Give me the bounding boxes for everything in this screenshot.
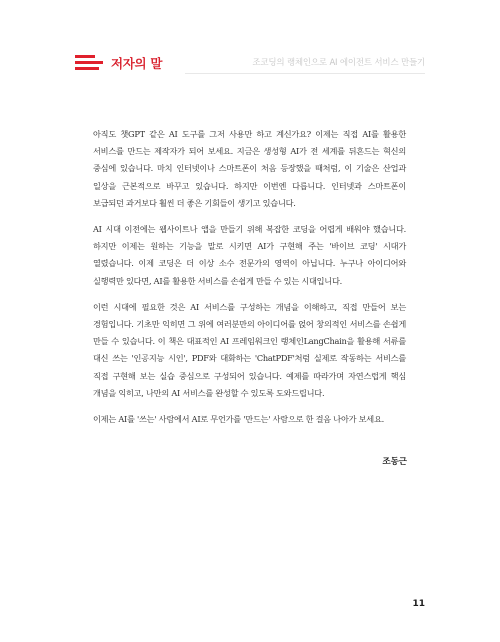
paragraph: AI 시대 이전에는 웹사이트나 앱을 만들기 위해 복잡한 코딩을 어렵게 배워야 했습니다. 하지만 이제는 원하는 기능을 말로 시키면 AI가 구현해 주는 '바이브 코딩' 시대가 열렸습니다. 이제 코딩은 더 이상 소수 전문가의 영역이 아닙니다. 누구나 아이디어와 실행력만 있다면, AI를 활용한 서비스를 손쉽게 만들 수 있는 시대입니다.	[93, 224, 406, 286]
author-signature: 조동근	[382, 457, 407, 467]
paragraph: 이런 시대에 필요한 것은 AI 서비스를 구성하는 개념을 이해하고, 직접 만들어 보는 경험입니다. 기초만 익히면 그 위에 여러분만의 아이디어를 얹어 창의적인 서비스를 손쉽게 만들 수 있습니다. 이 책은 대표적인 AI 프레임워크인 랭체인LangChain을 활용해 서류를 대신 쓰는 '인공지능 시인', PDF와 대화하는 'ChatPDF'처럼 실제로 작동하는 서비스를 직접 구현해 보는 실습 중심으로 구성되어 있습니다. 예제를 따라가며 자연스럽게 핵심 개념을 익히고, 나만의 AI 서비스를 완성할 수 있도록 도와드립니다.	[93, 301, 406, 398]
running-head: 조코딩의 랭체인으로 AI 에이전트 서비스 만들기	[252, 58, 425, 68]
section-title: 저자의 말	[111, 56, 163, 71]
page-header	[75, 52, 425, 74]
preface-body	[93, 126, 406, 437]
paragraph: 아직도 챗GPT 같은 AI 도구를 그저 사용만 하고 계신가요? 이제는 직접 AI를 활용한 서비스를 만드는 제작자가 되어 보세요. 지금은 생성형 AI가 전 세계를 뒤흔드는 혁신의 중심에 있습니다. 마치 인터넷이나 스마트폰이 처음 등장했을 때처럼, 이 기술은 산업과 일상을 근본적으로 바꾸고 있습니다. 하지만 이번엔 다릅니다. 인터넷과 스마트폰이 보급되던 과거보다 훨씬 더 좋은 기회들이 생기고 있습니다.	[93, 129, 406, 208]
closing-paragraph: 이제는 AI를 '쓰는' 사람에서 AI로 무언가를 '만드는' 사람으로 한 걸음 나아가 보세요.	[93, 414, 384, 425]
page-number: 11	[412, 599, 425, 609]
header-divider	[185, 73, 425, 74]
menu-bars-icon	[75, 55, 103, 71]
